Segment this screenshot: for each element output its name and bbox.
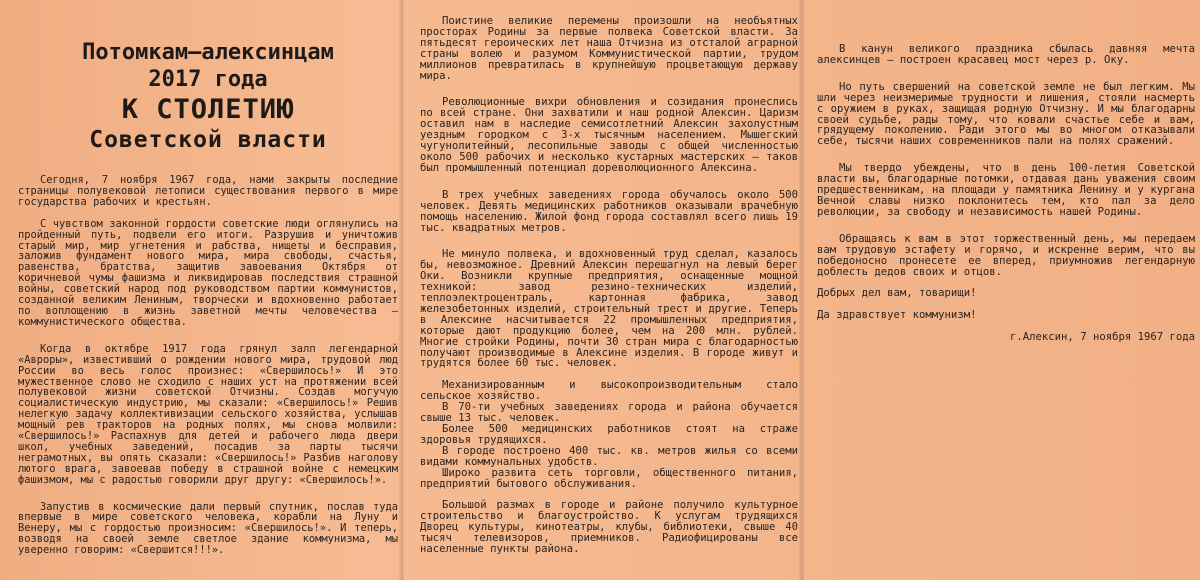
paragraph: В 70-ти учебных заведениях города и района обучается свыше 13 тыс. человек. [420, 401, 798, 425]
paragraph: В канун великого праздника сбылась давняя мечта алексинцев — построен красавец мост через р. Оку. [817, 43, 1195, 66]
paragraph: Обращаясь к вам в этот торжественный день, мы передаем вам трудовую эстафету и горячо, и искренне верим, что вы победоносно пронесете ее вперед, приумножив легендарную доблесть дедов своих и отцов. [817, 232, 1195, 278]
paper-fold [399, 0, 405, 580]
paragraph: Более 500 медицинских работников стоят на страже здоровья трудящихся. [420, 423, 798, 446]
paragraph: Сегодня, 7 ноября 1967 года, нами закрыты последние страницы полувековой летописи существования первого в мире государства рабочих и крестьян. [18, 174, 398, 208]
closing-line: Да здравствует коммунизм! [817, 309, 977, 322]
paragraph: Когда в октябре 1917 года грянул залп легендарной «Авроры», известивший о рождении нового мира, трудовой люд России во весь голос произнес: «Свершилось!» И это мужественное слово не сходило с наших уст на протяжении всей полувековой жизни советской Отчизны. Создав могучую социалистическую индустрию, мы сказали: «Свершилось!» Решив нелегкую задачу коллективизации сельского хозяйства, услышав мощный рев тракторов на родных полях, мы снова молвили: «Свершилось!» Распахнув для детей и рабочего люда двери школ, учебных заведений, посадив за парты тысячи неграмотных, вы опять сказали: «Свершилось!» Разбив наголову лютого врага, завоевав победу в страшной войне с немецким фашизмом, мы с радостью говорили друг другу: «Свершилось!». [18, 342, 398, 486]
paragraph: Механизированным и высокопроизводительным стало сельское хозяйство. [420, 379, 798, 403]
title-line-2: 2017 года [148, 67, 268, 92]
paragraph: В городе построено 400 тыс. кв. метров жилья со всеми видами коммунальных удобств. [420, 444, 798, 468]
title-line-3: К СТОЛЕТИЮ [121, 94, 295, 125]
paragraph: Революционные вихри обновления и созидания пронеслись по всей стране. Они захватили и наш родной Алексин. Царизм оставил нам в наследие семисотлетний Алексин захолустным уездным городком с 3-х тысячным населением. Мышегский чугунолитейный, лесопильные заводы с общей численностью около 500 рабочих и несколько кустарных мастерских — таков был промышленный потенциал дореволюционного Алексина. [420, 96, 798, 174]
title-line-4: Советской власти [89, 127, 327, 153]
paragraph: Большой размах в городе и районе получило культурное строительство и благоустройство. К услугам трудящихся Дворец культуры, кинотеатры, клубы, библиотеки, свыше 40 тысяч телевизоров, приемников. Радиофицированы все населенные пункты района. [420, 499, 798, 556]
paragraph: Запустив в космические дали первый спутник, послав туда впервые в мире советского человека, корабли на Луну и Венеру, мы с гордостью произносим: «Свершилось!». И теперь, возводя на своей земле светлое здание коммунизма, мы уверенно говорим: «Свершится!!!». [18, 500, 398, 557]
paragraph: Поистине великие перемены произошли на необъятных просторах Родины за первые полвека Советской власти. За пятьдесят героических лет наша Отчизна из отсталой аграрной страны волею и разумом Коммунистической партии, трудом миллионов превратилась в крупнейшую процветающую державу мира. [420, 15, 798, 82]
column-right [817, 0, 1195, 580]
closing-line: Добрых дел вам, товарищи! [817, 287, 977, 300]
paragraph: Не минуло полвека, и вдохновенный труд сделал, казалось бы, невозможное. Древний Алексин перешагнул на левый берег Оки. Возникли крупные предприятия, оснащенные мощной техникой: завод резино-технических изделий, теплоэлектроцентраль, картонная фабрика, завод железобетонных изделий, строительный трест и другие. Теперь в Алексине насчитывается 22 промышленных предприятия, которые дают продукцию более, чем на 200 млн. рублей. Многие стройки Родины, почти 30 стран мира с благодарностью получают производимые в Алексине изделия. В городе живут и трудятся более 60 тыс. человек. [420, 248, 798, 370]
column-left [18, 0, 398, 580]
title-line-1: Потомкам—алексинцам [82, 40, 334, 65]
column-middle [420, 0, 798, 580]
paper-fold [799, 0, 805, 580]
paragraph: Мы твердо убеждены, что в день 100-летия Советской власти вы, благодарные потомки, отдавая дань уважения своим предшественникам, на площади у памятника Ленину и у кургана Вечной славы низко поклонитесь тем, кто пал за дело революции, за свободу и независимость нашей Родины. [817, 162, 1195, 218]
paragraph: С чувством законной гордости советские люди оглянулись на пройденный путь, подвели его итоги. Разрушив и уничтожив старый мир, мир угнетения и рабства, нищеты и бесправия, заложив фундамент нового мира, мира свободы, счастья, равенства, братства, защитив завоевания Октября от коричневой чумы фашизма и ликвидировав последствия страшной войны, советский народ под руководством партии коммунистов, созданной великим Лениным, творчески и вдохновенно работает по воплощению в жизнь заветной мечты человечества — коммунистического общества. [18, 217, 398, 328]
paragraph: Широко развита сеть торговли, общественного питания, предприятий бытового обслуживания. [420, 466, 798, 490]
signature-date: г.Алексин, 7 ноября 1967 года [1010, 331, 1195, 344]
paragraph: Но путь свершений на советской земле не был легким. Мы шли через неизмеримые трудности и лишения, стояли насмерть с оружием в руках, защищая родную Отчизну. И мы благодарны своей судьбе, рады тому, что ковали счастье себе и вам, грядущему поколению. Ради этого мы во многом отказывали себе, тысячи наших современников пали на полях сражений. [817, 80, 1195, 148]
paragraph: В трех учебных заведениях города обучалось около 500 человек. Девять медицинских работников оказывали врачебную помощь населению. Жилой фонд города составлял всего лишь 19 тыс. квадратных метров. [420, 188, 798, 234]
